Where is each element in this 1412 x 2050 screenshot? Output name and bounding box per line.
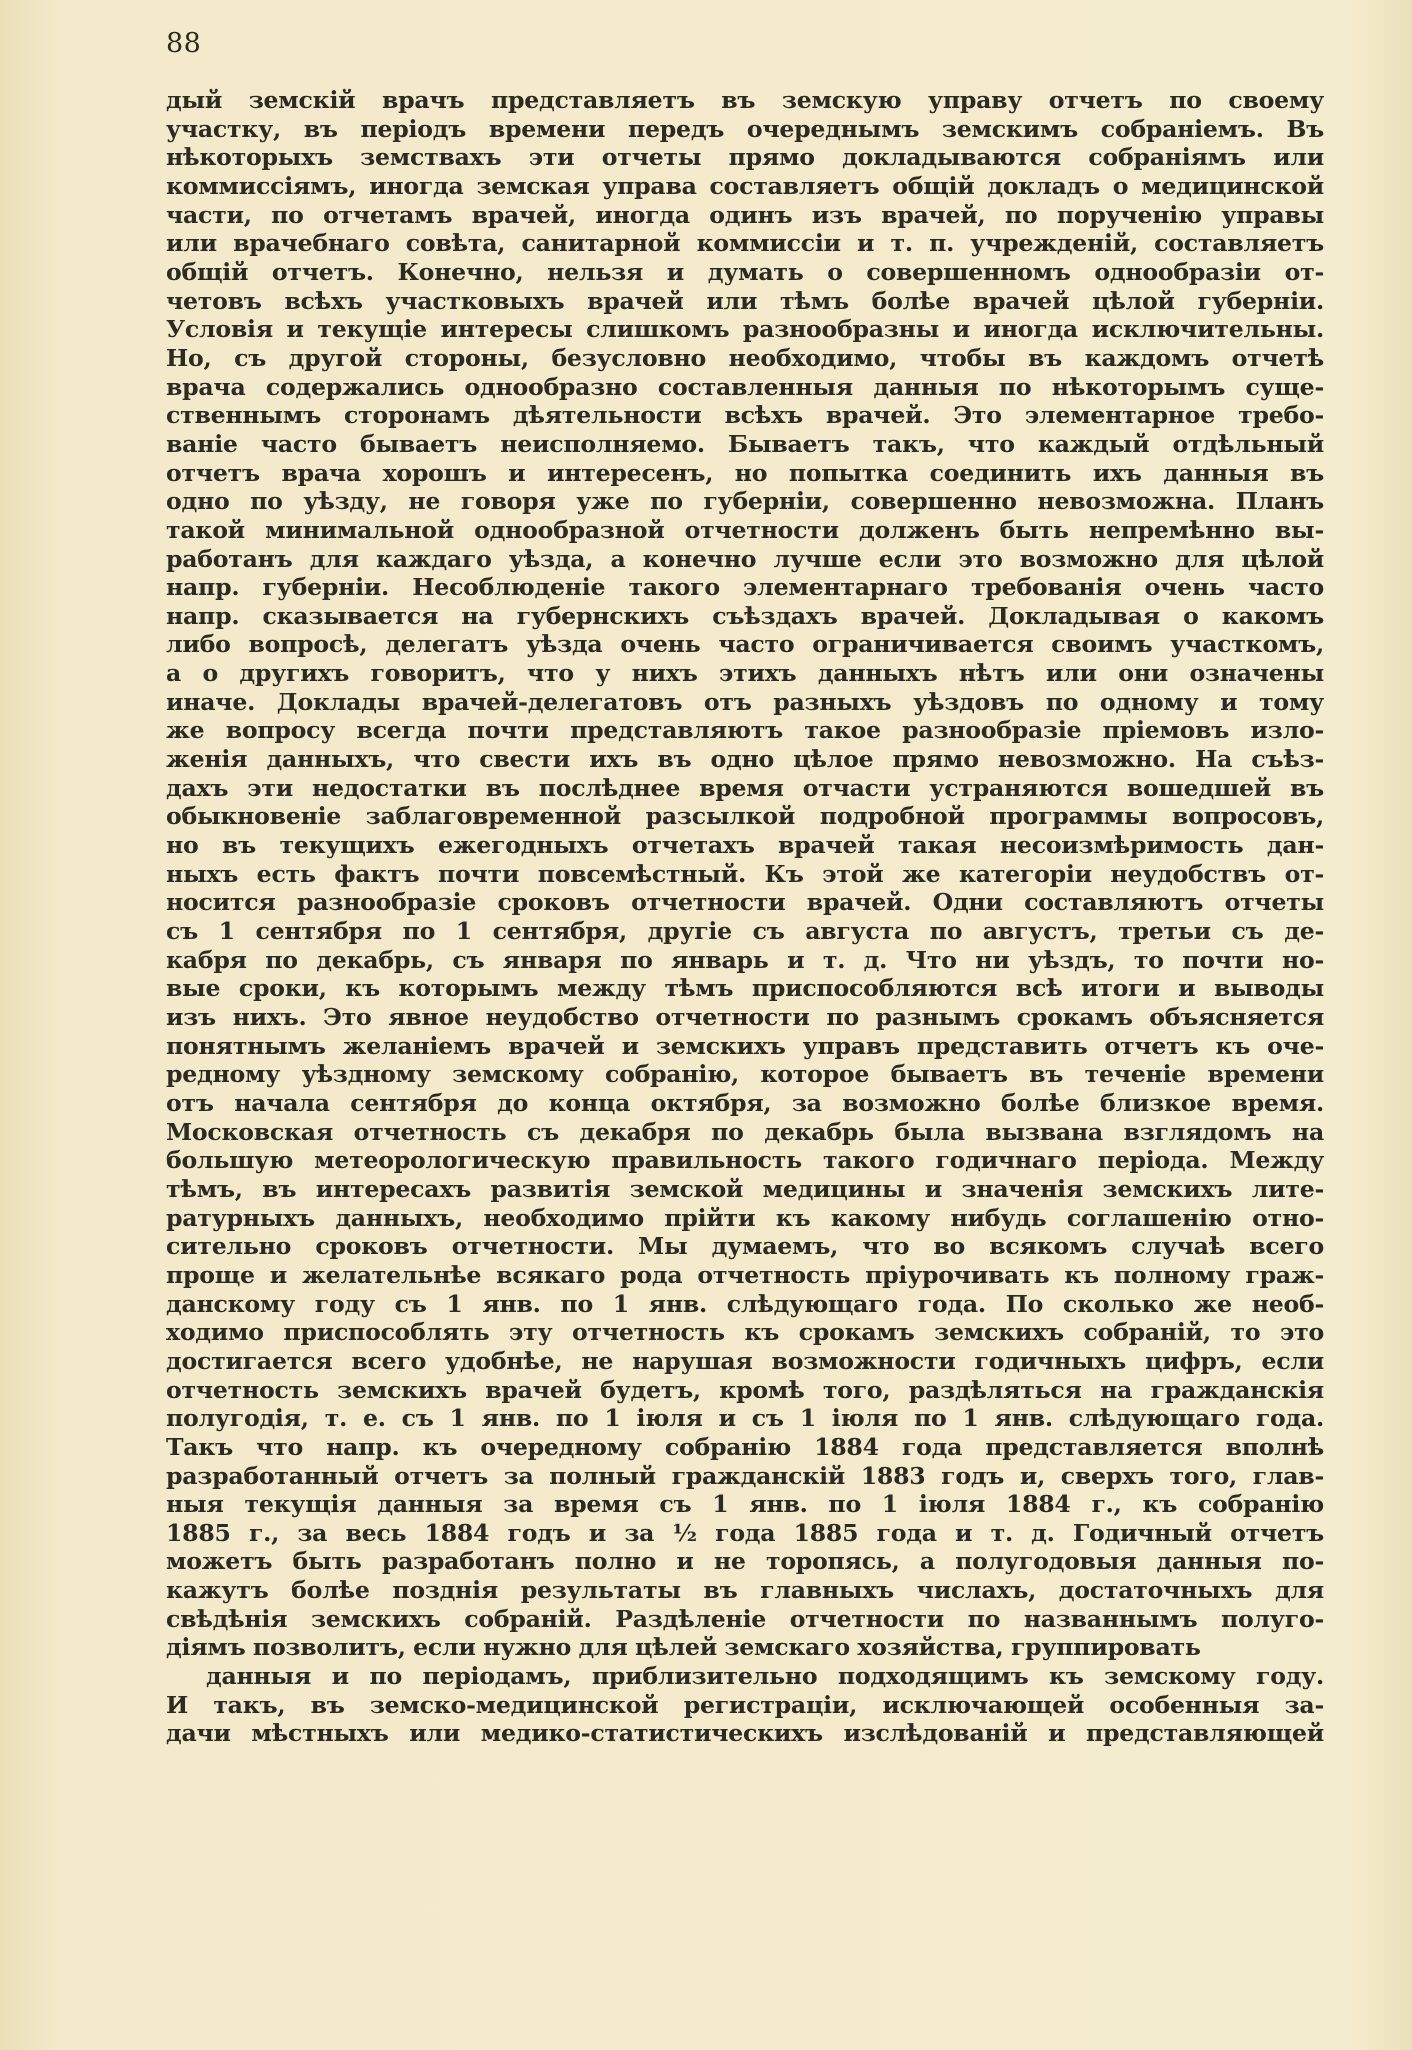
text-line: же вопросу всегда почти представляютъ такое разнообразіе пріемовъ изло- [166,716,1324,745]
text-line: такой минимальной однообразной отчетности долженъ быть непремѣнно вы- [166,515,1324,544]
text-line: четовъ всѣхъ участковыхъ врачей или тѣмъ болѣе врачей цѣлой губерніи. [166,286,1324,315]
text-line: напр. губерніи. Несоблюденіе такого элементарнаго требованія очень часто [166,573,1324,602]
text-line: а о другихъ говоритъ, что у нихъ этихъ данныхъ нѣтъ или они означены [166,659,1324,688]
text-line: иначе. Доклады врачей-делегатовъ отъ разныхъ уѣздовъ по одному и тому [166,687,1324,716]
text-line: отчетъ врача хорошъ и интересенъ, но попытка соединить ихъ данныя въ [166,458,1324,487]
text-line: полугодія, т. е. съ 1 янв. по 1 іюля и съ 1 іюля по 1 янв. слѣдующаго года. [166,1404,1324,1433]
text-line: носится разнообразіе сроковъ отчетности врачей. Одни составляютъ отчеты [166,888,1324,917]
text-line: или врачебнаго совѣта, санитарной коммиссіи и т. п. учрежденій, составляетъ [166,229,1324,258]
text-line: кабря по декабрь, съ января по январь и т. д. Что ни уѣздъ, то почти но- [166,945,1324,974]
text-line: И такъ, въ земско-медицинской регистраціи, исключающей особенныя за- [166,1690,1324,1719]
text-line: 1885 г., за весь 1884 годъ и за ½ года 1885 года и т. д. Годичный отчетъ [166,1518,1324,1547]
body-text [166,86,1324,1748]
text-line: отъ начала сентября до конца октября, за возможно болѣе близкое время. [166,1088,1324,1117]
text-line: женія данныхъ, что свести ихъ въ одно цѣлое прямо невозможно. На съѣз- [166,745,1324,774]
text-line: врача содержались однообразно составленныя данныя по нѣкоторымъ суще- [166,372,1324,401]
text-line: свѣдѣнія земскихъ собраній. Раздѣленіе отчетности по названнымъ полуго- [166,1604,1324,1633]
text-line: общій отчетъ. Конечно, нельзя и думать о совершенномъ однообразіи от- [166,257,1324,286]
text-line: проще и желательнѣе всякаго рода отчетность пріурочивать къ полному граж- [166,1260,1324,1289]
text-line: дачи мѣстныхъ или медико-статистическихъ изслѣдованій и представляющей [166,1719,1324,1748]
text-line: съ 1 сентября по 1 сентября, другіе съ августа по августъ, третьи съ де- [166,917,1324,946]
text-line: напр. сказывается на губернскихъ съѣздахъ врачей. Докладывая о какомъ [166,601,1324,630]
text-line: нѣкоторыхъ земствахъ эти отчеты прямо докладываются собраніямъ или [166,143,1324,172]
text-line: ственнымъ сторонамъ дѣятельности всѣхъ врачей. Это элементарное требо- [166,401,1324,430]
page-number: 88 [166,28,202,59]
text-line: дахъ эти недостатки въ послѣднее время отчасти устраняются вошедшей въ [166,773,1324,802]
text-line: отчетность земскихъ врачей будетъ, кромѣ того, раздѣляться на гражданскія [166,1375,1324,1404]
text-line: Московская отчетность съ декабря по декабрь была вызвана взглядомъ на [166,1117,1324,1146]
text-line: большую метеорологическую правильность такого годичнаго періода. Между [166,1146,1324,1175]
text-line: можетъ быть разработанъ полно и не торопясь, а полугодовыя данныя по- [166,1547,1324,1576]
text-line: понятнымъ желаніемъ врачей и земскихъ управъ представить отчетъ къ оче- [166,1031,1324,1060]
text-line: ходимо приспособлять эту отчетность къ срокамъ земскихъ собраній, то это [166,1318,1324,1347]
text-line: ратурныхъ данныхъ, необходимо прійти къ какому нибудь соглашенію отно- [166,1203,1324,1232]
text-line: тѣмъ, въ интересахъ развитія земской медицины и значенія земскихъ лите- [166,1174,1324,1203]
text-line: работанъ для каждаго уѣзда, а конечно лучше если это возможно для цѣлой [166,544,1324,573]
text-line: вые сроки, къ которымъ между тѣмъ приспособляются всѣ итоги и выводы [166,974,1324,1003]
text-line: части, по отчетамъ врачей, иногда одинъ изъ врачей, по порученію управы [166,200,1324,229]
text-line: Но, съ другой стороны, безусловно необходимо, чтобы въ каждомъ отчетѣ [166,343,1324,372]
text-line: участку, въ періодъ времени передъ очереднымъ земскимъ собраніемъ. Въ [166,114,1324,143]
text-line: обыкновеніе заблаговременной разсылкой подробной программы вопросовъ, [166,802,1324,831]
text-line: дый земскій врачъ представляетъ въ земскую управу отчетъ по своему [166,86,1324,114]
text-line: но въ текущихъ ежегодныхъ отчетахъ врачей такая несоизмѣримость дан- [166,831,1324,860]
text-line: данскому году съ 1 янв. по 1 янв. слѣдующаго года. По сколько же необ- [166,1289,1324,1318]
text-line: одно по уѣзду, не говоря уже по губерніи, совершенно невозможна. Планъ [166,487,1324,516]
text-line: сительно сроковъ отчетности. Мы думаемъ, что во всякомъ случаѣ всего [166,1232,1324,1261]
text-line: либо вопросѣ, делегатъ уѣзда очень часто ограничивается своимъ участкомъ, [166,630,1324,659]
text-line: данныя и по періодамъ, приблизительно подходящимъ къ земскому году. [206,1662,1324,1691]
text-line: достигается всего удобнѣе, не нарушая возможности годичныхъ цифръ, если [166,1346,1324,1375]
text-line: Условія и текущіе интересы слишкомъ разнообразны и иногда исключительны. [166,315,1324,344]
text-line: редному уѣздному земскому собранію, которое бываетъ въ теченіе времени [166,1060,1324,1089]
text-line: ныя текущія данныя за время съ 1 янв. по 1 іюля 1884 г., къ собранію [166,1490,1324,1519]
text-line: разработанный отчетъ за полный гражданскій 1883 годъ и, сверхъ того, глав- [166,1461,1324,1490]
text-line: коммиссіямъ, иногда земская управа составляетъ общій докладъ о медицинской [166,171,1324,200]
text-line: Такъ что напр. къ очередному собранію 1884 года представляется вполнѣ [166,1432,1324,1461]
text-line: ныхъ есть фактъ почти повсемѣстный. Къ этой же категоріи неудобствъ от- [166,859,1324,888]
text-line: діямъ позволитъ, если нужно для цѣлей земскаго хозяйства, группировать [166,1633,1201,1662]
text-line: ваніе часто бываетъ неисполняемо. Бываетъ такъ, что каждый отдѣльный [166,429,1324,458]
text-line: кажутъ болѣе позднія результаты въ главныхъ числахъ, достаточныхъ для [166,1576,1324,1605]
text-line: изъ нихъ. Это явное неудобство отчетности по разнымъ срокамъ объясняется [166,1003,1324,1031]
